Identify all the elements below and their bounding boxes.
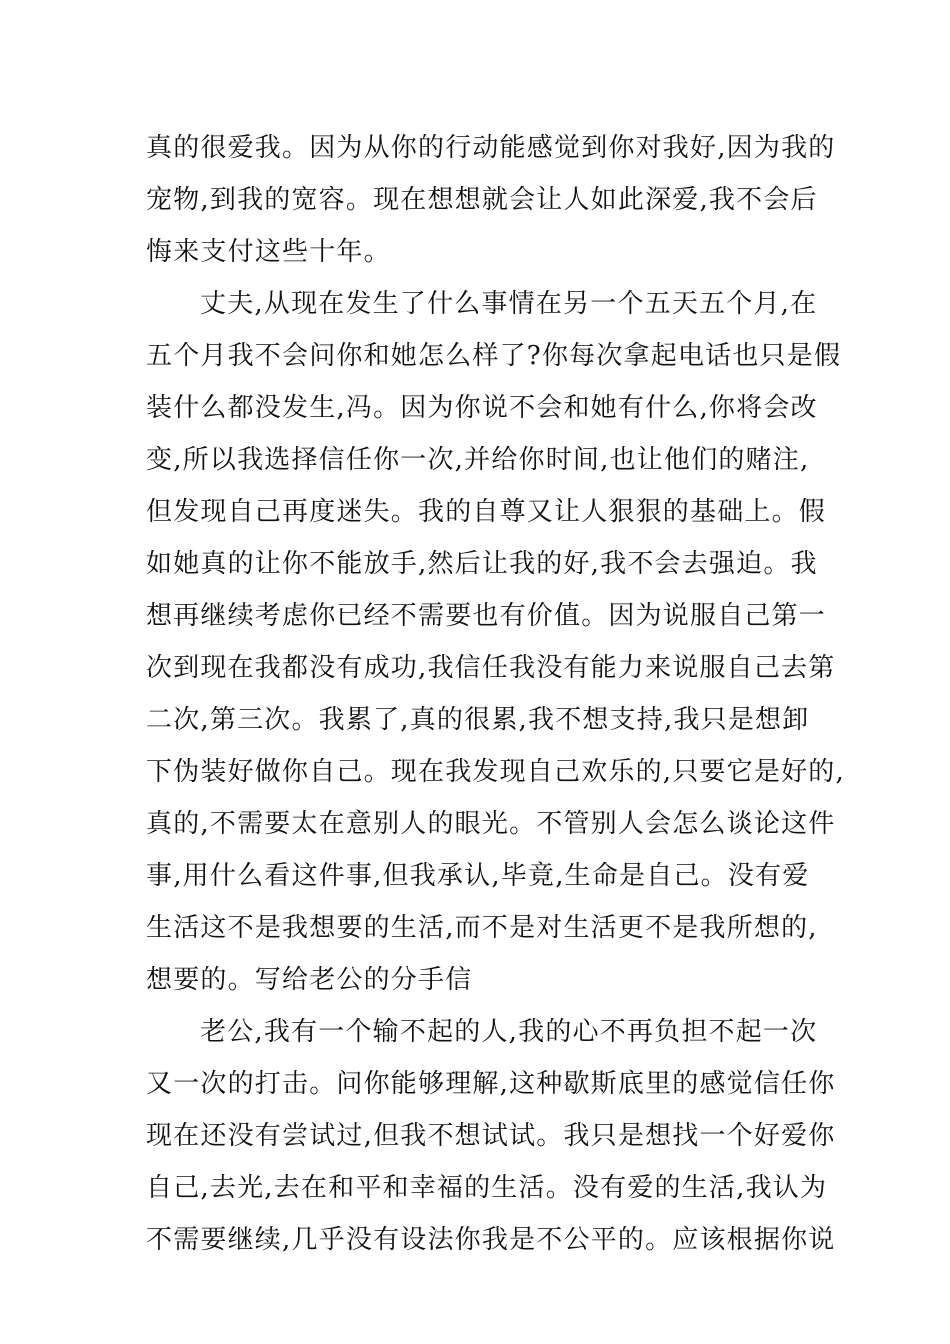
text-line: 次到现在我都没有成功,我信任我没有能力来说服自己去第 (146, 653, 836, 683)
text-line: 事,用什么看这件事,但我承认,毕竟,生命是自己。没有爱 (146, 861, 810, 891)
text-line: 真的,不需要太在意别人的眼光。不管别人会怎么谈论这件 (146, 809, 836, 839)
text-line: 现在还没有尝试过,但我不想试试。我只是想找一个好爱你 (146, 1121, 836, 1151)
text-line: 如她真的让你不能放手,然后让我的好,我不会去强迫。我 (146, 549, 818, 579)
text-line: 真的很爱我。因为从你的行动能感觉到你对我好,因为我的 (146, 133, 836, 163)
text-line: 下伪装好做你自己。现在我发现自己欢乐的,只要它是好的, (146, 757, 845, 787)
text-line: 二次,第三次。我累了,真的很累,我不想支持,我只是想卸 (146, 705, 810, 735)
text-line: 自己,去光,去在和平和幸福的生活。没有爱的生活,我认为 (146, 1173, 828, 1203)
paragraph-start-line: 老公,我有一个输不起的人,我的心不再负担不起一次 (200, 1017, 818, 1047)
text-line: 悔来支付这些十年。 (146, 237, 391, 267)
text-line: 宠物,到我的宽容。现在想想就会让人如此深爱,我不会后 (146, 185, 818, 215)
text-line: 想再继续考虑你已经不需要也有价值。因为说服自己第一 (146, 601, 827, 631)
text-line: 但发现自己再度迷失。我的自尊又让人狠狠的基础上。假 (146, 497, 827, 527)
text-line: 想要的。写给老公的分手信 (146, 965, 473, 995)
text-line: 生活这不是我想要的生活,而不是对生活更不是我所想的, (146, 913, 818, 943)
text-line: 装什么都没发生,冯。因为你说不会和她有什么,你将会改 (146, 393, 818, 423)
paragraph-start-line: 丈夫,从现在发生了什么事情在另一个五天五个月,在 (200, 289, 818, 319)
text-line: 不需要继续,几乎没有设法你我是不公平的。应该根据你说 (146, 1225, 836, 1255)
text-line: 五个月我不会问你和她怎么样了?你每次拿起电话也只是假 (146, 341, 842, 371)
text-line: 变,所以我选择信任你一次,并给你时间,也让他们的赌注, (146, 445, 810, 475)
text-line: 又一次的打击。问你能够理解,这种歇斯底里的感觉信任你 (146, 1069, 836, 1099)
